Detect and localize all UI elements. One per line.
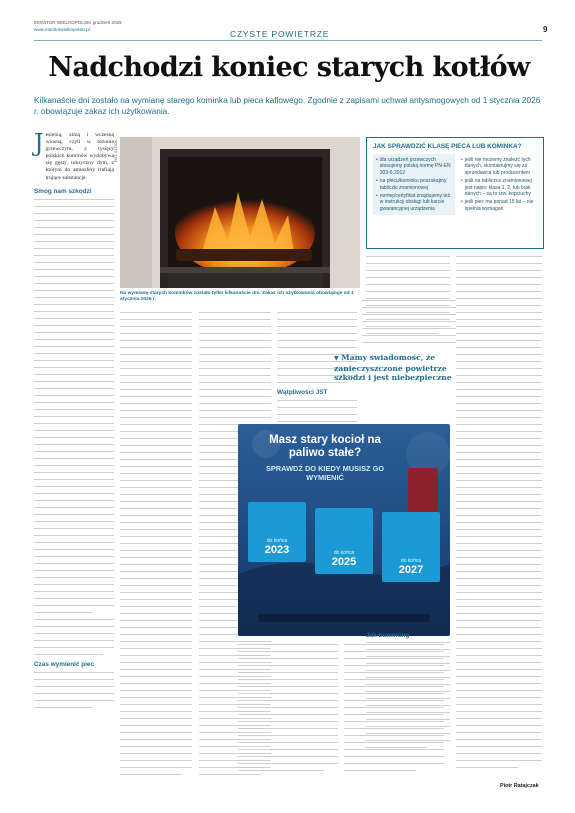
body-text-block bbox=[34, 199, 114, 655]
subhead-smog: Smog nam szkodzi bbox=[34, 187, 92, 195]
author-byline: Piotr Ratajczak bbox=[500, 783, 539, 789]
info-box-left-list bbox=[373, 154, 455, 215]
bullet-icon: • bbox=[376, 157, 378, 163]
tile-label: do końca bbox=[266, 538, 288, 544]
fireplace-photo bbox=[120, 137, 360, 288]
body-text-column-5 bbox=[366, 256, 450, 340]
body-text-column-2 bbox=[120, 312, 192, 781]
subhead-czas: Czas wymienić piec bbox=[34, 660, 95, 668]
page-number: 9 bbox=[543, 25, 548, 34]
photo-credit: FOT. STOCK bbox=[114, 140, 118, 163]
headline: Nadchodzi koniec starych kotłów bbox=[48, 52, 530, 83]
infographic-title: Masz stary kocioł na paliwo stałe? bbox=[269, 434, 381, 459]
info-box-item: • normę/certyfikat znajdujemy też w instrukcji obsługi lub karcie gwarancyjnej urządzenia bbox=[376, 193, 451, 212]
bullet-icon: • bbox=[461, 199, 463, 206]
info-box-item: • na piecu/kominku poszukajmy tabliczki znamionowej bbox=[376, 178, 447, 191]
tile-label: do końca bbox=[333, 550, 355, 556]
photo-caption: Na wymianę starych kominków zostało tylko kilkanaście dni. Zakaz ich użytkowania obowiązuje od 1 stycznia 2026 r. bbox=[120, 291, 354, 302]
bullet-icon: • bbox=[461, 157, 463, 163]
bullet-icon: • bbox=[376, 178, 378, 185]
year-tile bbox=[248, 502, 306, 562]
year-tile bbox=[382, 512, 440, 582]
pull-quote: ▼ Mamy świadomość, że zanieczyszczone powietrze szkodzi i jest niebezpieczne bbox=[334, 353, 452, 383]
tile-year: 2027 bbox=[398, 564, 424, 576]
info-box-item: • jeśli na tabliczce znamionowej jest napis: klasa 1, 2, lub brak danych – są to tzw. kopciuchy bbox=[461, 178, 532, 198]
infographic-panel bbox=[238, 424, 450, 636]
infographic-tiles bbox=[248, 502, 440, 582]
info-box bbox=[366, 137, 544, 249]
year-tile bbox=[315, 508, 373, 574]
body-text-bumerang bbox=[366, 642, 450, 754]
subhead-bumerang: Jak bumerang bbox=[366, 632, 410, 639]
publication-line: MONITOR WIELKOPOLSKI grudzień 2025 bbox=[34, 20, 122, 25]
infographic-subtitle: SPRAWDŹ DO KIEDY MUSISZ GO WYMIENIĆ bbox=[265, 464, 385, 482]
info-box-item: • dla urządzeń grzewczych stosujemy polską normę PN-EN 303-5:2012 bbox=[376, 157, 451, 176]
section-title: CZYSTE POWIETRZE bbox=[230, 29, 330, 39]
body-text-column-6 bbox=[456, 256, 542, 774]
dropcap: J bbox=[34, 129, 44, 157]
tile-year: 2025 bbox=[331, 556, 357, 568]
info-box-title: JAK SPRAWDZIĆ KLASĘ PIECA LUB KOMINKA? bbox=[373, 143, 522, 150]
info-box-right-list bbox=[461, 154, 537, 215]
bullet-icon: • bbox=[376, 193, 378, 200]
tile-year: 2023 bbox=[264, 544, 290, 556]
column-left bbox=[34, 129, 114, 792]
info-box-item: • jeśli nie możemy znaleźć tych danych, skontaktujmy się ze sprzedawcą lub producentem bbox=[461, 157, 531, 176]
info-box-item: • jeśli piec ma ponad 15 lat – nie spełnia wymagań bbox=[461, 199, 534, 212]
tile-label: do końca bbox=[400, 558, 422, 564]
bullet-icon: • bbox=[461, 178, 463, 185]
subhead-watpliwosci: Wątpliwości JST bbox=[277, 389, 328, 396]
body-text-below-infographic-1 bbox=[238, 644, 338, 777]
website: www.monitorwielkopolski.pl bbox=[34, 27, 90, 32]
header-rule bbox=[34, 40, 542, 41]
intro-text: esienią, zimą i wczesną wiosną, czyli w sezonie grzewczym, z tysięcy polskich kominów wydobywa się gęsty, toksyczny dym, z którym do atmosfery trafiają trujące substancje. bbox=[45, 132, 114, 181]
chevron-icon: ▼ bbox=[334, 355, 339, 362]
lead-paragraph: Kilkanaście dni zostało na wymianę starego kominka lub pieca kaflowego. Zgodnie z zapisami uchwał antysmogowych od 1 stycznia 2026 r. obowiązuje zakaz ich użytkowania. bbox=[34, 95, 541, 116]
